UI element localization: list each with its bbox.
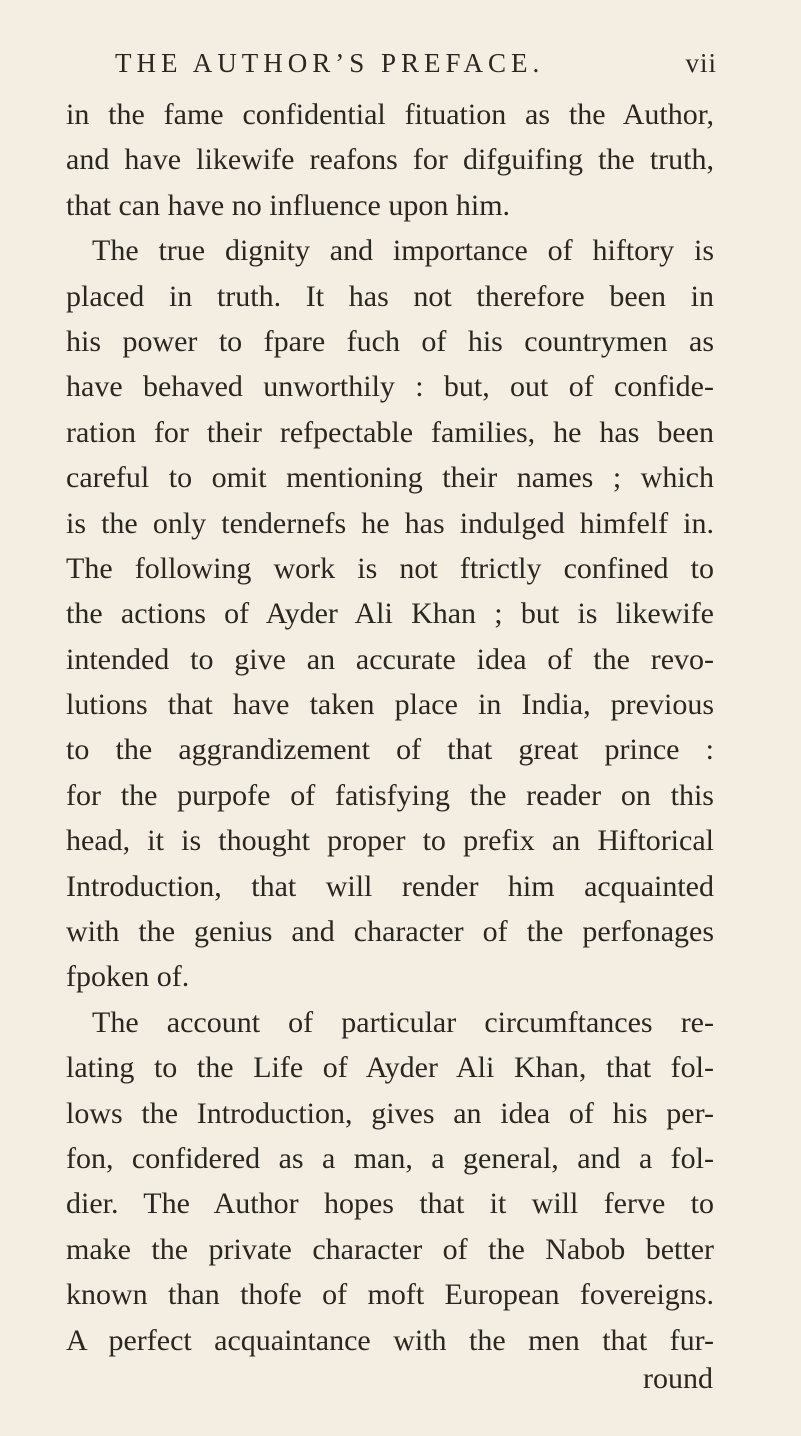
text-line: for the purpofe of fatisfying the reader on this xyxy=(66,778,714,812)
text-line: and have likewife reafons for difguifing the truth, xyxy=(66,143,714,177)
text-line: lating to the Life of Ayder Ali Khan, that fol- xyxy=(66,1051,714,1085)
catchword: round xyxy=(643,1362,713,1395)
body-text xyxy=(66,92,714,1363)
text-line: lows the Introduction, gives an idea of his per- xyxy=(66,1096,714,1130)
text-line: the actions of Ayder Ali Khan ; but is likewife xyxy=(66,597,714,631)
text-line: his power to fpare fuch of his countrymen as xyxy=(66,324,714,358)
text-line: that can have no influence upon him. xyxy=(66,188,511,222)
text-line: is the only tendernefs he has indulged himfelf in. xyxy=(66,506,714,540)
text-line: The following work is not ftrictly confined to xyxy=(66,551,714,585)
text-line: ration for their refpectable families, he has been xyxy=(66,415,714,449)
text-line: careful to omit mentioning their names ; which xyxy=(66,461,714,495)
text-line: lutions that have taken place in India, previous xyxy=(66,688,714,722)
text-line: have behaved unworthily : but, out of confide- xyxy=(66,370,714,404)
text-line: fon, confidered as a man, a general, and a fol- xyxy=(66,1141,714,1175)
text-line: with the genius and character of the perfonages xyxy=(66,915,714,949)
text-line: The account of particular circumftances re- xyxy=(92,1005,714,1039)
text-line: intended to give an accurate idea of the revo- xyxy=(66,642,714,676)
text-line: fpoken of. xyxy=(66,960,190,994)
text-line: known than thofe of moft European fovereigns. xyxy=(66,1278,714,1312)
text-line: dier. The Author hopes that it will ferve to xyxy=(66,1187,714,1221)
text-line: head, it is thought proper to prefix an Hiftorical xyxy=(66,824,714,858)
running-head-title: THE AUTHOR’S PREFACE. xyxy=(115,48,545,78)
text-line: Introduction, that will render him acquainted xyxy=(66,869,714,903)
running-head xyxy=(115,48,715,88)
text-line: placed in truth. It has not therefore been in xyxy=(66,279,714,313)
text-line: The true dignity and importance of hiftory is xyxy=(92,234,714,268)
text-line: in the fame confidential fituation as the Author, xyxy=(66,98,714,131)
text-line: A perfect acquaintance with the men that fur- xyxy=(66,1323,714,1357)
text-line: to the aggrandizement of that great prince : xyxy=(66,733,714,767)
text-line: make the private character of the Nabob better xyxy=(66,1232,714,1266)
page-number: vii xyxy=(685,48,717,78)
